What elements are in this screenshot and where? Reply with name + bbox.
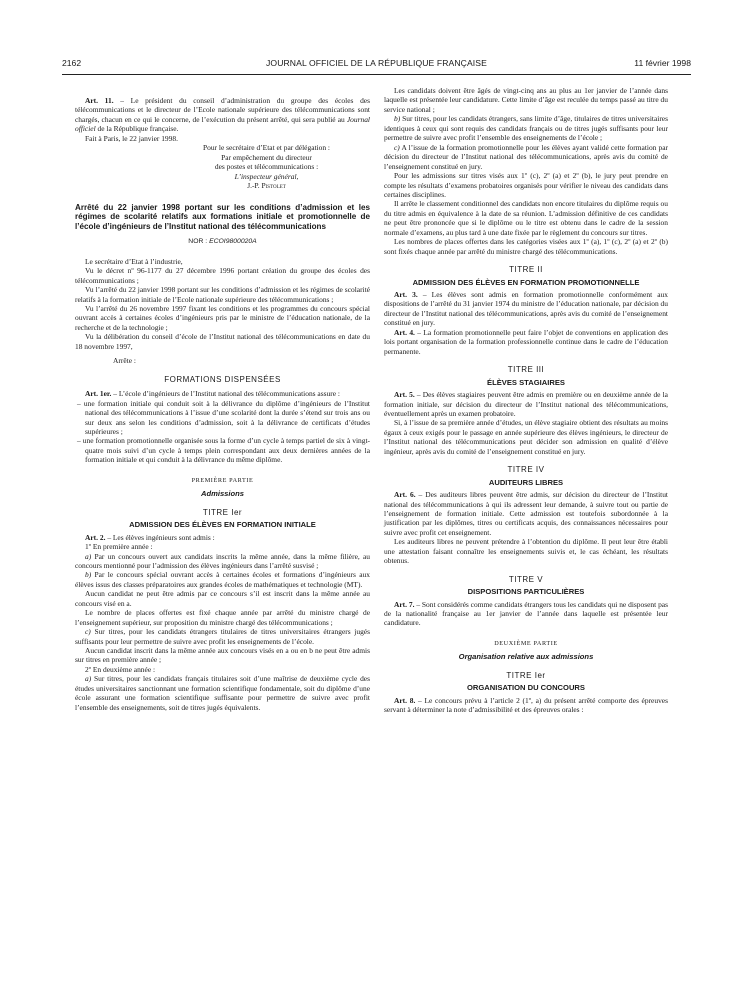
arrete-word: Arrête : xyxy=(113,356,136,366)
titre-2-heading: TITRE II xyxy=(509,265,543,275)
article-2-p4: Aucun candidat inscrit dans la même année aux concours visés en a ou en b ne peut être admis sur titres en première année ; xyxy=(75,646,370,665)
journal-title: JOURNAL OFFICIEL DE LA RÉPUBLIQUE FRANÇAISE xyxy=(266,58,487,68)
titre-4-heading: TITRE IV xyxy=(507,465,545,475)
right-p4: Les nombres de places offertes dans les catégories visées aux 1º (a), 1º (c), 2º (a) et 2º (b) sont fixés chaque année par arrêté du ministre chargé des télécommunications. xyxy=(384,237,668,256)
visa-5: Vu la délibération du conseil d’école de l’Institut national des télécommunications en date du 18 novembre 1997, xyxy=(75,332,370,351)
signature-line-2: Par empêchement du directeur xyxy=(221,152,312,162)
part-name: Admissions xyxy=(200,489,245,499)
right-p2: Pour les admissions sur titres visés aux 1º (c), 2º (a) et 2º (b), le jury peut prendre en compte les résultats d’examens probatoires organisés pour vérifier le niveau des candidats dans certaines disciplines. xyxy=(384,171,668,199)
part-2-heading: DEUXIÈME PARTIE xyxy=(494,639,558,647)
titre-1-name: ADMISSION DES ÉLÈVES EN FORMATION INITIALE xyxy=(129,520,316,530)
article-2-a2: a) Sur titres, pour les candidats français titulaires soit d’une maîtrise de deuxième cycle des études universitaires sanctionnant une formation scientifique fondamentale, soit du diplôme d’une école assurant une formation scientifique suffisante pour permettre de suivre avec profit l’ensemble des enseignements, soit de titres jugés équivalents. xyxy=(75,674,370,712)
page-number: 2162 xyxy=(62,58,82,68)
article-2-p2: Aucun candidat ne peut être admis par ce concours s’il est inscrit dans la même année au concours visé en a. xyxy=(75,589,370,608)
article-2-p5: 2º En deuxième année : xyxy=(85,664,156,674)
section-formations: FORMATIONS DISPENSÉES xyxy=(164,374,281,384)
article-11: Art. 11. – Le président du conseil d’administration du groupe des écoles des télécommunications et le directeur de l’Ecole nationale supérieure des télécommunications sont chargés, chacun en ce qui le concerne, de l’exécution du présent arrêté, qui sera publié au Journal officiel de la République française. xyxy=(75,96,370,134)
titre-5-name: DISPOSITIONS PARTICULIÈRES xyxy=(467,587,585,597)
article-1: Art. 1er. – L’école d’ingénieurs de l’Institut national des télécommunications assure : xyxy=(85,389,340,399)
arrete-title: Arrêté du 22 janvier 1998 portant sur les conditions d’admission et les régimes de scolarité relatifs aux formations initiale et promotionnelle de l’école d’ingénieurs de l’Institut national des télécommunications xyxy=(75,202,370,231)
signature-line-4: L’inspecteur général, xyxy=(234,171,299,181)
fait-a-paris: Fait à Paris, le 22 janvier 1998. xyxy=(85,133,178,143)
article-5: Art. 5. – Des élèves stagiaires peuvent être admis en première ou en deuxième année de la formation initiale, sur décision du directeur de l’Institut national des télécommunications, éventuellement après un examen probatoire. xyxy=(384,390,668,418)
titre-3-heading: TITRE III xyxy=(507,365,545,375)
right-p3: Il arrête le classement conditionnel des candidats non encore titulaires du diplôme requis ou du titre admis en équivalence à la date de sa réunion. L’admission définitive de ces candidats ne peut être prononcée que si le diplôme ou le titre est obtenu dans le cadre de la session normale d’examens, au plus tard à une date fixée par le règlement du concours sur titres. xyxy=(384,199,668,237)
page-header xyxy=(62,58,691,72)
titre-5-heading: TITRE V xyxy=(508,574,544,584)
left-column xyxy=(75,96,370,712)
list-item: – une formation initiale qui conduit soit à la délivrance du diplôme d’ingénieurs de l’Institut national des télécommunications à l’issue d’une scolarité dont la durée s’étend sur trois ans ou sur deux ans selon les conditions d’admission, soit à la délivrance de certificats d’études supérieures ; xyxy=(77,398,370,437)
article-6-p2: Les auditeurs libres ne peuvent prétendre à l’obtention du diplôme. Il peut leur être établi une attestation faisant connaître les enseignements suivis et, le cas échéant, les résultats obtenus. xyxy=(384,537,668,566)
issue-date: 11 février 1998 xyxy=(634,58,691,68)
part-2-name: Organisation relative aux admissions xyxy=(458,652,594,662)
titre-4-name: AUDITEURS LIBRES xyxy=(488,477,564,487)
article-4: Art. 4. – La formation promotionnelle peut faire l’objet de conventions en application des lois portant organisation de la formation professionnelle continue dans le cadre de l’éducation permanente. xyxy=(384,327,668,356)
titre-1b-name: ORGANISATION DU CONCOURS xyxy=(467,683,585,693)
visa-3: Vu l’arrêté du 22 janvier 1998 portant sur les conditions d’admission et les régimes de scolarité relatifs à la formation initiale de l’Ecole nationale supérieure des télécommunications ; xyxy=(75,285,370,304)
article-5-p2: Si, à l’issue de sa première année d’études, un élève stagiaire obtient des résultats au moins égaux à ceux exigés pour le passage en année supérieure des élèves ingénieurs, le directeur de l’Institut national des télécommunications peut décider son admission en qualité d’élève ingénieur, après avis du comité de l’enseignement constitué en jury. xyxy=(384,418,668,456)
signatory-name: J.-P. Pistolet xyxy=(247,181,286,191)
article-2-a: a) Par un concours ouvert aux candidats inscrits la même année, dans la même filière, au concours mentionné pour l’admission des élèves ingénieurs dans l’arrêté susvisé ; xyxy=(75,551,370,570)
right-column xyxy=(384,86,668,715)
article-2-p1: 1º En première année : xyxy=(85,542,153,552)
titre-3-name: ÉLÈVES STAGIAIRES xyxy=(487,377,565,387)
visa-1: Le secrétaire d’Etat à l’industrie, xyxy=(85,256,183,266)
right-p1: Les candidats doivent être âgés de vingt-cinq ans au plus au 1er janvier de l’année dans laquelle est présentée leur candidature. Cette limite d’âge est reculée du temps passé au titre du service national ; xyxy=(384,86,668,114)
nor-reference: NOR : ECOI9800020A xyxy=(188,238,257,246)
titre-2-name: ADMISSION DES ÉLÈVES EN FORMATION PROMOTIONNELLE xyxy=(412,277,640,287)
list-item: – une formation promotionnelle organisée sous la forme d’un cycle à temps partiel de six à vingt-quatre mois suivi d’un cycle à temps plein correspondant aux deux dernières années de la formation initiale et qui conduit à la délivrance du même diplôme. xyxy=(77,436,370,465)
signature-line-3: des postes et télécommunications : xyxy=(214,162,319,172)
article-2: Art. 2. – Les élèves ingénieurs sont admis : xyxy=(85,532,215,542)
signature-line-1: Pour le secrétaire d’Etat et par délégation : xyxy=(202,143,330,153)
article-2-p3: Le nombre de places offertes est fixé chaque année par arrêté du ministre chargé de l’enseignement supérieur, sur proposition du ministre chargé des télécommunications ; xyxy=(75,608,370,627)
article-2-b: b) Par le concours spécial ouvrant accès à certaines écoles et formations d’ingénieurs aux élèves issus des classes préparatoires aux grandes écoles de mathématiques et technologie (MT). xyxy=(75,570,370,589)
article-6: Art. 6. – Des auditeurs libres peuvent être admis, sur décision du directeur de l’Institut national des télécommunications à qui ils adressent leur demande, à suivre tout ou partie de l’enseignement de formation initiale. Cette admission est toutefois subordonnée à la justification par les diplômes, titres ou certificats acquis, des connaissances nécessaires pour suivre avec profit cet enseignement. xyxy=(384,490,668,537)
article-8: Art. 8. – Le concours prévu à l’article 2 (1º, a) du présent arrêté comporte des épreuves servant à déterminer la note d’admissibilité et des épreuves orales : xyxy=(384,695,668,715)
visa-2: Vu le décret nº 96-1177 du 27 décembre 1996 portant création du groupe des écoles des télécommunications ; xyxy=(75,266,370,285)
article-3: Art. 3. – Les élèves sont admis en formation promotionnelle conformément aux dispositions de l’arrêté du 31 janvier 1974 du ministre de l’éducation nationale, par décision du directeur de l’Institut national des télécommunications, après avis du comité de l’enseignement constitué en jury. xyxy=(384,290,668,328)
titre-1b-heading: TITRE Ier xyxy=(506,670,546,680)
right-b: b) Sur titres, pour les candidats étrangers, sans limite d’âge, titulaires de titres universitaires identiques à ceux qui sont requis des candidats français ou de titres jugés suffisants pour leur permettre de suivre avec profit l’ensemble des enseignements de l’école ; xyxy=(384,114,668,143)
header-rule xyxy=(62,74,691,75)
right-c: c) A l’issue de la formation promotionnelle pour les élèves ayant validé cette formation par décision du directeur de l’Institut national des télécommunications, après avis du comité de l’enseignement constitué en jury. xyxy=(384,142,668,171)
article-2-c: c) Sur titres, pour les candidats étrangers titulaires de titres universitaires étrangers jugés suffisants pour leur permettre de suivre avec profit les enseignements de l’école. xyxy=(75,627,370,646)
titre-1-heading: TITRE Ier xyxy=(202,507,243,517)
visa-4: Vu l’arrêté du 26 novembre 1997 fixant les conditions et les programmes du concours spécial ouvrant accès à certaines écoles d’ingénieurs pris par le ministre de l’éducation nationale, de la recherche et de la technologie ; xyxy=(75,304,370,332)
part-heading: PREMIÈRE PARTIE xyxy=(191,476,254,484)
formation-list xyxy=(75,399,370,465)
article-7: Art. 7. – Sont considérés comme candidats étrangers tous les candidats qui ne disposent pas de la nationalité française au 1er janvier de l’année dans laquelle est présentée leur candidature. xyxy=(384,599,668,628)
